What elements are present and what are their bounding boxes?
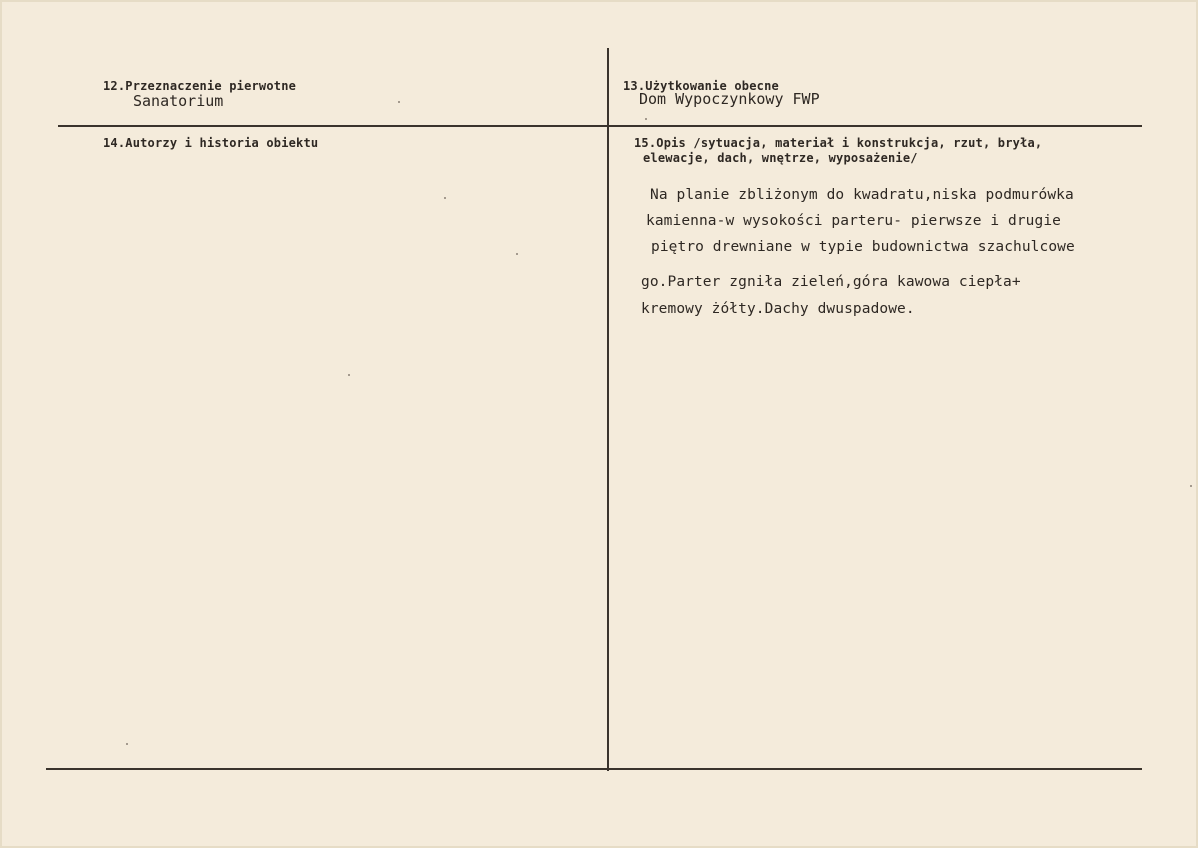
bottom-divider bbox=[46, 768, 1142, 770]
section-15-label-line1: 15.Opis /sytuacja, materiał i konstrukcja, rzut, bryła, bbox=[634, 136, 1043, 150]
description-line: piętro drewniane w typie budownictwa szachulcowe bbox=[651, 239, 1075, 255]
paper-speck bbox=[1190, 485, 1192, 487]
section-12-label: 12.Przeznaczenie pierwotne bbox=[103, 79, 297, 93]
paper-speck bbox=[348, 374, 350, 376]
description-line: kamienna-w wysokości parteru- pierwsze i drugie bbox=[646, 213, 1061, 229]
section-12-value: Sanatorium bbox=[133, 92, 224, 110]
section-15-label-line2: elewacje, dach, wnętrze, wyposażenie/ bbox=[643, 151, 918, 165]
paper-speck bbox=[126, 743, 128, 745]
description-line: kremowy żółty.Dachy dwuspadowe. bbox=[641, 301, 915, 317]
paper-speck bbox=[398, 101, 400, 103]
paper-speck bbox=[444, 197, 446, 199]
section-13-value: Dom Wypoczynkowy FWP bbox=[639, 90, 820, 108]
description-line: go.Parter zgniła zieleń,góra kawowa ciepła+ bbox=[641, 274, 1021, 290]
section-14-label: 14.Autorzy i historia obiektu bbox=[103, 136, 319, 150]
paper-speck bbox=[645, 118, 647, 120]
header-divider bbox=[58, 125, 1142, 127]
section-13-label: 13.Użytkowanie obecne bbox=[623, 79, 779, 93]
column-divider bbox=[607, 48, 609, 771]
paper-speck bbox=[516, 253, 518, 255]
description-line: Na planie zbliżonym do kwadratu,niska podmurówka bbox=[650, 187, 1074, 203]
